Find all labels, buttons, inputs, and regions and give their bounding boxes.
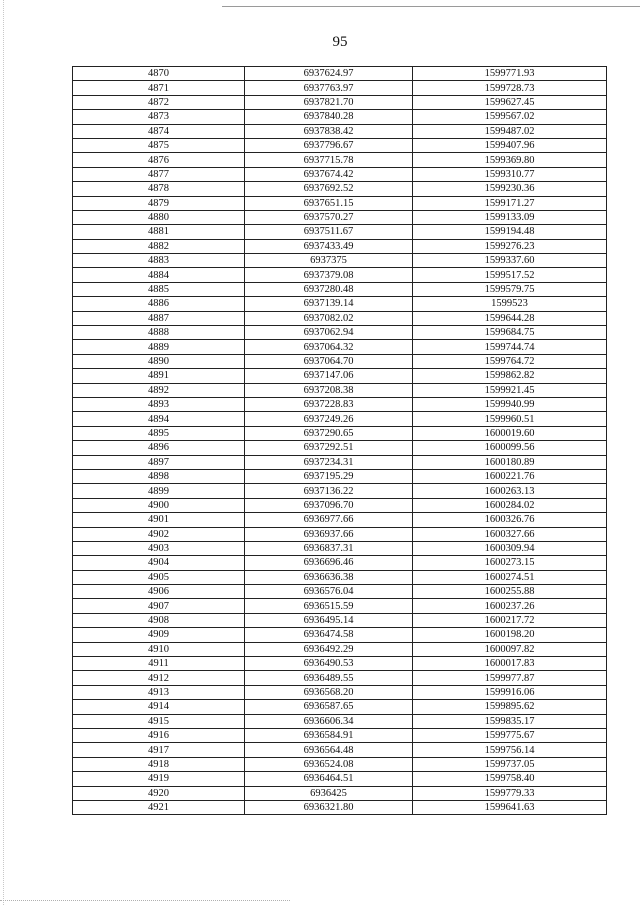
x-coordinate-cell: 6936524.08 [245,757,413,771]
table-row [73,426,607,440]
y-coordinate-cell: 1600019.60 [413,426,607,440]
x-coordinate-cell: 6937821.70 [245,95,413,109]
y-coordinate-cell: 1599728.73 [413,81,607,95]
table-row [73,282,607,296]
x-coordinate-cell: 6936492.29 [245,642,413,656]
y-coordinate-cell: 1599940.99 [413,397,607,411]
y-coordinate-cell: 1599756.14 [413,743,607,757]
table-row [73,527,607,541]
x-coordinate-cell: 6936425 [245,786,413,800]
x-coordinate-cell: 6936837.31 [245,541,413,555]
x-coordinate-cell: 6937651.15 [245,196,413,210]
point-number-cell: 4909 [73,628,245,642]
x-coordinate-cell: 6937195.29 [245,469,413,483]
point-number-cell: 4902 [73,527,245,541]
table-row [73,167,607,181]
table-row [73,541,607,555]
point-number-cell: 4896 [73,441,245,455]
y-coordinate-cell: 1600017.83 [413,657,607,671]
point-number-cell: 4883 [73,254,245,268]
point-number-cell: 4889 [73,340,245,354]
table-row [73,657,607,671]
y-coordinate-cell: 1599764.72 [413,354,607,368]
y-coordinate-cell: 1599337.60 [413,254,607,268]
point-number-cell: 4872 [73,95,245,109]
x-coordinate-cell: 6936606.34 [245,714,413,728]
table-row [73,556,607,570]
y-coordinate-cell: 1599921.45 [413,383,607,397]
x-coordinate-cell: 6937433.49 [245,239,413,253]
y-coordinate-cell: 1599171.27 [413,196,607,210]
x-coordinate-cell: 6936584.91 [245,728,413,742]
y-coordinate-cell: 1599517.52 [413,268,607,282]
y-coordinate-cell: 1599133.09 [413,210,607,224]
x-coordinate-cell: 6936489.55 [245,671,413,685]
point-number-cell: 4893 [73,397,245,411]
y-coordinate-cell: 1600284.02 [413,498,607,512]
point-number-cell: 4918 [73,757,245,771]
point-number-cell: 4880 [73,210,245,224]
point-number-cell: 4879 [73,196,245,210]
x-coordinate-cell: 6937096.70 [245,498,413,512]
y-coordinate-cell: 1599895.62 [413,700,607,714]
table-row [73,441,607,455]
point-number-cell: 4885 [73,282,245,296]
table-row [73,743,607,757]
point-number-cell: 4916 [73,728,245,742]
y-coordinate-cell: 1599771.93 [413,67,607,81]
table-row [73,383,607,397]
point-number-cell: 4882 [73,239,245,253]
y-coordinate-cell: 1600274.51 [413,570,607,584]
point-number-cell: 4920 [73,786,245,800]
point-number-cell: 4871 [73,81,245,95]
x-coordinate-cell: 6936576.04 [245,585,413,599]
point-number-cell: 4899 [73,484,245,498]
table-row [73,628,607,642]
point-number-cell: 4877 [73,167,245,181]
table-row [73,671,607,685]
y-coordinate-cell: 1600097.82 [413,642,607,656]
table-row [73,124,607,138]
x-coordinate-cell: 6937064.32 [245,340,413,354]
x-coordinate-cell: 6937234.31 [245,455,413,469]
point-number-cell: 4914 [73,700,245,714]
table-row [73,138,607,152]
y-coordinate-cell: 1599744.74 [413,340,607,354]
point-number-cell: 4903 [73,541,245,555]
point-number-cell: 4905 [73,570,245,584]
table-row [73,772,607,786]
table-row [73,81,607,95]
point-number-cell: 4915 [73,714,245,728]
point-number-cell: 4894 [73,412,245,426]
y-coordinate-cell: 1599310.77 [413,167,607,181]
y-coordinate-cell: 1599276.23 [413,239,607,253]
x-coordinate-cell: 6937082.02 [245,311,413,325]
x-coordinate-cell: 6937280.48 [245,282,413,296]
y-coordinate-cell: 1599960.51 [413,412,607,426]
point-number-cell: 4912 [73,671,245,685]
x-coordinate-cell: 6937763.97 [245,81,413,95]
y-coordinate-cell: 1600221.76 [413,469,607,483]
x-coordinate-cell: 6937624.97 [245,67,413,81]
y-coordinate-cell: 1599369.80 [413,153,607,167]
point-number-cell: 4919 [73,772,245,786]
y-coordinate-cell: 1599230.36 [413,182,607,196]
point-number-cell: 4891 [73,369,245,383]
point-number-cell: 4888 [73,326,245,340]
point-number-cell: 4875 [73,138,245,152]
table-row [73,469,607,483]
table-row [73,585,607,599]
table-row [73,153,607,167]
point-number-cell: 4873 [73,110,245,124]
y-coordinate-cell: 1599835.17 [413,714,607,728]
y-coordinate-cell: 1600263.13 [413,484,607,498]
table-row [73,498,607,512]
y-coordinate-cell: 1600099.56 [413,441,607,455]
table-row [73,455,607,469]
y-coordinate-cell: 1600237.26 [413,599,607,613]
table-row [73,369,607,383]
point-number-cell: 4908 [73,613,245,627]
page-edge [3,0,4,905]
x-coordinate-cell: 6937674.42 [245,167,413,181]
x-coordinate-cell: 6937139.14 [245,297,413,311]
point-number-cell: 4887 [73,311,245,325]
x-coordinate-cell: 6937062.94 [245,326,413,340]
point-number-cell: 4890 [73,354,245,368]
y-coordinate-cell: 1599916.06 [413,685,607,699]
table-row [73,196,607,210]
point-number-cell: 4900 [73,498,245,512]
point-number-cell: 4874 [73,124,245,138]
y-coordinate-cell: 1599779.33 [413,786,607,800]
table-row [73,728,607,742]
y-coordinate-cell: 1599862.82 [413,369,607,383]
point-number-cell: 4913 [73,685,245,699]
point-number-cell: 4901 [73,513,245,527]
point-number-cell: 4881 [73,225,245,239]
table-row [73,786,607,800]
x-coordinate-cell: 6936937.66 [245,527,413,541]
x-coordinate-cell: 6936568.20 [245,685,413,699]
table-row [73,800,607,814]
x-coordinate-cell: 6937692.52 [245,182,413,196]
table-row [73,513,607,527]
point-number-cell: 4904 [73,556,245,570]
y-coordinate-cell: 1599644.28 [413,311,607,325]
table-row [73,67,607,81]
coordinates-table [72,66,607,815]
y-coordinate-cell: 1599641.63 [413,800,607,814]
table-row [73,210,607,224]
y-coordinate-cell: 1599487.02 [413,124,607,138]
x-coordinate-cell: 6937375 [245,254,413,268]
point-number-cell: 4911 [73,657,245,671]
x-coordinate-cell: 6937290.65 [245,426,413,440]
table-row [73,239,607,253]
y-coordinate-cell: 1599737.05 [413,757,607,771]
table-row [73,95,607,109]
point-number-cell: 4876 [73,153,245,167]
y-coordinate-cell: 1599579.75 [413,282,607,296]
table-row [73,297,607,311]
x-coordinate-cell: 6937064.70 [245,354,413,368]
y-coordinate-cell: 1600327.66 [413,527,607,541]
x-coordinate-cell: 6936636.38 [245,570,413,584]
x-coordinate-cell: 6937249.26 [245,412,413,426]
x-coordinate-cell: 6936474.58 [245,628,413,642]
x-coordinate-cell: 6937292.51 [245,441,413,455]
y-coordinate-cell: 1599775.67 [413,728,607,742]
x-coordinate-cell: 6936464.51 [245,772,413,786]
y-coordinate-cell: 1600198.20 [413,628,607,642]
point-number-cell: 4878 [73,182,245,196]
x-coordinate-cell: 6937147.06 [245,369,413,383]
table-row [73,714,607,728]
table-row [73,700,607,714]
table-row [73,613,607,627]
table-row [73,340,607,354]
point-number-cell: 4884 [73,268,245,282]
x-coordinate-cell: 6936515.59 [245,599,413,613]
bottom-rule [0,900,290,901]
y-coordinate-cell: 1599523 [413,297,607,311]
point-number-cell: 4910 [73,642,245,656]
point-number-cell: 4898 [73,469,245,483]
y-coordinate-cell: 1599194.48 [413,225,607,239]
top-rule [222,6,640,7]
x-coordinate-cell: 6936696.46 [245,556,413,570]
table-row [73,254,607,268]
point-number-cell: 4921 [73,800,245,814]
y-coordinate-cell: 1600255.88 [413,585,607,599]
y-coordinate-cell: 1599567.02 [413,110,607,124]
x-coordinate-cell: 6937136.22 [245,484,413,498]
y-coordinate-cell: 1599627.45 [413,95,607,109]
x-coordinate-cell: 6937570.27 [245,210,413,224]
x-coordinate-cell: 6937511.67 [245,225,413,239]
y-coordinate-cell: 1599977.87 [413,671,607,685]
y-coordinate-cell: 1600217.72 [413,613,607,627]
point-number-cell: 4870 [73,67,245,81]
x-coordinate-cell: 6936977.66 [245,513,413,527]
x-coordinate-cell: 6937838.42 [245,124,413,138]
table-row [73,685,607,699]
x-coordinate-cell: 6937228.83 [245,397,413,411]
table-row [73,354,607,368]
point-number-cell: 4907 [73,599,245,613]
table-row [73,326,607,340]
point-number-cell: 4892 [73,383,245,397]
x-coordinate-cell: 6936490.53 [245,657,413,671]
point-number-cell: 4895 [73,426,245,440]
y-coordinate-cell: 1600273.15 [413,556,607,570]
x-coordinate-cell: 6936495.14 [245,613,413,627]
table-row [73,412,607,426]
y-coordinate-cell: 1599407.96 [413,138,607,152]
x-coordinate-cell: 6937379.08 [245,268,413,282]
x-coordinate-cell: 6936587.65 [245,700,413,714]
page-number: 95 [332,34,348,50]
point-number-cell: 4917 [73,743,245,757]
point-number-cell: 4886 [73,297,245,311]
y-coordinate-cell: 1600326.76 [413,513,607,527]
y-coordinate-cell: 1599684.75 [413,326,607,340]
y-coordinate-cell: 1600309.94 [413,541,607,555]
table-row [73,484,607,498]
x-coordinate-cell: 6936564.48 [245,743,413,757]
table-row [73,110,607,124]
table-row [73,599,607,613]
x-coordinate-cell: 6937796.67 [245,138,413,152]
point-number-cell: 4897 [73,455,245,469]
x-coordinate-cell: 6937840.28 [245,110,413,124]
table-row [73,268,607,282]
table-row [73,225,607,239]
table-row [73,570,607,584]
y-coordinate-cell: 1600180.89 [413,455,607,469]
y-coordinate-cell: 1599758.40 [413,772,607,786]
table-row [73,311,607,325]
table-row [73,642,607,656]
coordinates-table-body [73,67,607,815]
x-coordinate-cell: 6937715.78 [245,153,413,167]
x-coordinate-cell: 6937208.38 [245,383,413,397]
table-row [73,182,607,196]
table-row [73,757,607,771]
table-row [73,397,607,411]
x-coordinate-cell: 6936321.80 [245,800,413,814]
point-number-cell: 4906 [73,585,245,599]
